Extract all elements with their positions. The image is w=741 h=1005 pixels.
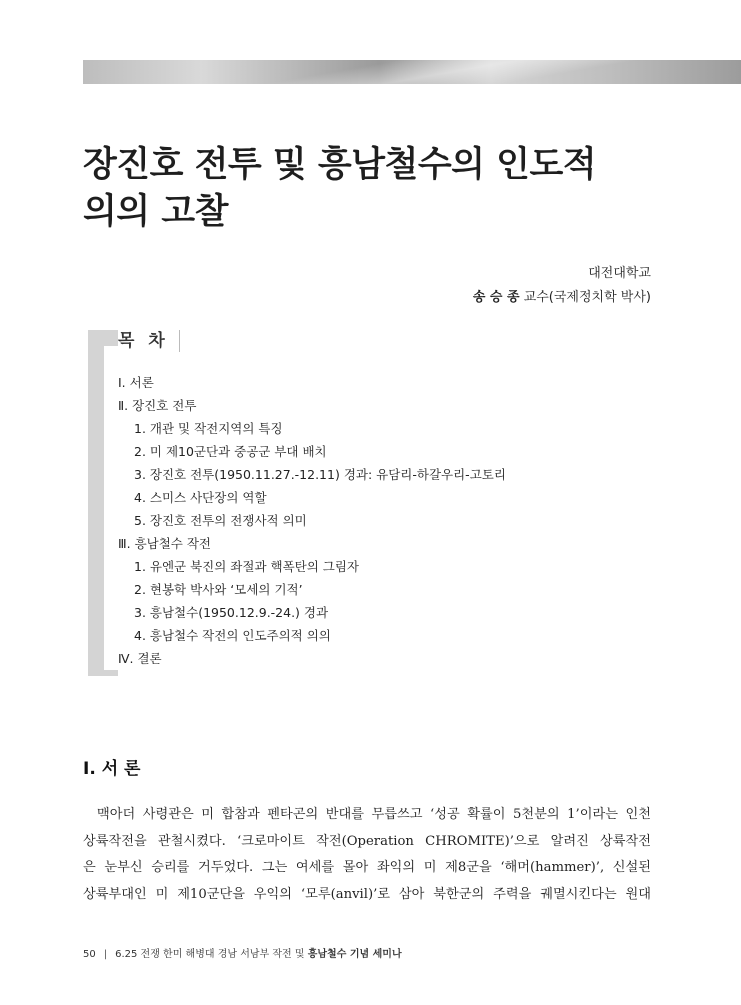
toc-item: Ⅱ. 장진호 전투 [118,398,197,413]
toc-subitem: 3. 장진호 전투(1950.11.27.-12.11) 경과: 유담리-하갈우리-고토리 [134,467,506,482]
toc-item: Ⅲ. 흥남철수 작전 [118,536,211,551]
page-title [83,142,683,236]
toc-subitem: 1. 유엔군 북진의 좌절과 핵폭탄의 그림자 [134,559,359,574]
body-line: 상륙부대인 미 제10군단을 우익의 ‘모루(anvil)’로 삼아 북한군의 주력을 궤멸시킨다는 원대 [83,886,651,902]
body-line: 상륙작전을 관철시켰다. ‘크로마이트 작전(Operation CHROMITE)’으로 알려진 상륙작전 [83,833,651,849]
page-footer [83,945,402,960]
footer-separator: | [103,949,108,960]
title-line-2: 의의 고찰 [83,192,228,232]
author-name: 송 승 종 [472,290,520,305]
author-position: 교수(국제정치학 박사) [523,290,651,305]
toc-subitem: 2. 미 제10군단과 중공군 부대 배치 [134,444,327,459]
toc-subitem: 2. 현봉학 박사와 ‘모세의 기적’ [134,582,303,597]
header-decor-band [83,60,741,84]
toc-bracket-decor [88,330,106,676]
toc-item: Ⅳ. 결론 [118,651,162,666]
toc-heading: 목 차 [118,330,180,352]
body-line: 은 눈부신 승리를 거두었다. 그는 여세를 몰아 좌익의 미 제8군을 ‘해머(hammer)’, 신설된 [83,860,651,875]
table-of-contents [118,371,506,670]
body-paragraph [83,802,651,908]
toc-subitem: 5. 장진호 전투의 전쟁사적 의미 [134,513,307,528]
author-affiliation: 대전대학교 [588,266,651,281]
page-number: 50 [83,949,96,960]
toc-subitem: 3. 흥남철수(1950.12.9.-24.) 경과 [134,605,329,620]
author-block [473,262,651,310]
title-line-1: 장진호 전투 및 흥남철수의 인도적 [83,145,597,185]
section-heading: I. 서 론 [83,759,141,779]
toc-subitem: 4. 스미스 사단장의 역할 [134,490,267,505]
footer-event: 흥남철수 기념 세미나 [307,949,402,960]
toc-subitem: 1. 개관 및 작전지역의 특징 [134,421,283,436]
toc-item: Ⅰ. 서론 [118,375,154,390]
toc-subitem: 4. 흥남철수 작전의 인도주의적 의의 [134,628,331,643]
body-line: 맥아더 사령관은 미 합참과 펜타곤의 반대를 무릅쓰고 ‘성공 확률이 5천분의 1’이라는 인천 [97,807,651,822]
footer-series: 6.25 전쟁 한미 해병대 경남 서남부 작전 및 [115,949,305,960]
author-line [473,286,651,310]
